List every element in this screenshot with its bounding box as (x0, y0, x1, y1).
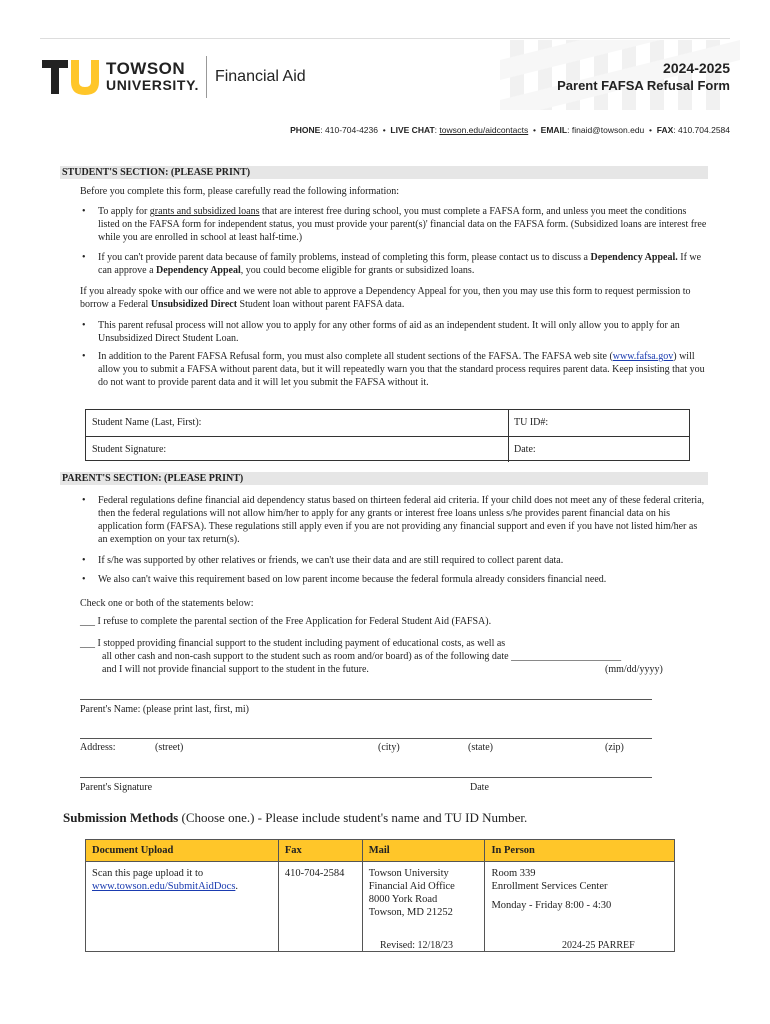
form-code: 2024-25 PARREF (562, 940, 635, 951)
logo-line-university: UNIVERSITY. (106, 77, 199, 93)
address-label: Address: (80, 742, 116, 753)
submission-title-bold: Submission Methods (63, 810, 179, 825)
col-fax: Fax (278, 840, 362, 862)
mail-line-3: 8000 York Road (368, 894, 438, 905)
fax-cell: 410-704-2584 (278, 862, 362, 952)
signature-line[interactable] (80, 777, 652, 778)
col-mail: Mail (362, 840, 485, 862)
bullet-1-text-a: To apply for (98, 206, 150, 217)
logo-line-towson: TOWSON (106, 59, 186, 78)
submission-title-rest: (Choose one.) - Please include student's name and TU ID Number. (178, 810, 528, 825)
student-name-field[interactable]: Student Name (Last, First): (92, 417, 202, 428)
parent-bullet-1: • Federal regulations define financial aid dependency status based on thirteen federal aid criteria. If your child does not meet any of these federal criteria, then the federal regulations will not allow him/her to apply for any grants or interest free loans unless s/he provides parent financial data on his application form (FAFSA). These regulations still apply even if you are not providing any financial support and even if you have not listed him/her as an exemption on your tax return(s). (80, 494, 708, 546)
student-info-box (85, 409, 690, 461)
revised-date: Revised: 12/18/23 (380, 940, 454, 951)
phone-label: PHONE (290, 125, 321, 135)
bullet-1-text-b: that are interest free during school, you must complete a FAFSA form, and unless you meet the conditions listed on the FAFSA form for independent status, you must provide your parent(s)' financial data on the FAFSA form. (Subsidized loans are interest free while you are enrolled in school at least half-time.) (98, 206, 707, 243)
person-line-2: Enrollment Services Center (491, 881, 608, 892)
option-stopped-support-line-2: all other cash and non-cash support to the student such as room and/or board) as of the following date ______________________ (102, 651, 622, 662)
grants-loans-term: grants and subsidized loans (149, 206, 260, 217)
bullet-4-text-a: In addition to the Parent FAFSA Refusal form, you must also complete all student sections of the FAFSA. The FAFSA web site ( (98, 351, 613, 362)
logo-divider (206, 56, 207, 98)
submission-body-row (86, 862, 675, 952)
student-box-divider-2 (508, 437, 509, 462)
student-info-row-1 (86, 410, 689, 436)
student-intro: Before you complete this form, please carefully read the following information: (80, 186, 400, 197)
logo-wordmark (106, 60, 199, 94)
bullet-2-bold-2: Dependency Appeal (156, 265, 241, 276)
form-year: 2024-2025 (663, 60, 730, 76)
bullet-2-bold-1: Dependency Appeal. (590, 252, 678, 263)
fafsa-link[interactable]: www.fafsa.gov (612, 351, 674, 362)
option-stopped-support-line-3: and I will not provide financial support to the student in the future. (102, 664, 369, 675)
chat-label: LIVE CHAT (390, 125, 435, 135)
student-bullet-3: • This parent refusal process will not allow you to apply for any other forms of aid as an independent student. It will only allow you to apply for an Unsubsidized Direct Student Loan. (80, 319, 708, 345)
logo-department: Financial Aid (214, 68, 306, 85)
para-2-bold: Unsubsidized Direct (150, 299, 238, 310)
person-line-1: Room 339 (491, 868, 536, 879)
bullet-2-text-b: If we can approve a (98, 252, 702, 276)
parent-section-title: PARENT'S SECTION: (PLEASE PRINT) (60, 472, 708, 485)
submission-header-row (86, 840, 675, 862)
tu-id-field[interactable]: TU ID#: (514, 417, 549, 428)
submission-table (85, 839, 675, 952)
bullet-2-text-c: , you could become eligible for grants or subsidized loans. (240, 265, 475, 276)
para-2-text-a: If you already spoke with our office and we were not able to approve a Dependency Appeal for you, then you may use this form to request permission to borrow a Federal (80, 286, 691, 310)
student-date-field[interactable]: Date: (514, 444, 536, 455)
top-rule (40, 38, 730, 39)
phone-number: 410-704-4236 (325, 125, 378, 135)
city-label: (city) (378, 742, 400, 753)
date-format-hint: (mm/dd/yyyy) (605, 664, 663, 675)
upload-end: . (235, 881, 239, 892)
parent-bullet-2: • If s/he was supported by other relatives or friends, we can't use their data and are still required to collect parent data. (80, 554, 708, 567)
upload-cell (86, 862, 279, 952)
in-person-cell (485, 862, 675, 952)
student-bullet-4 (80, 350, 708, 389)
student-bullet-1 (80, 205, 708, 244)
bullet-2-text-a: If you can't provide parent data because of family problems, instead of completing this form, please contact us to discuss a (98, 252, 591, 263)
mail-line-1: Towson University (368, 868, 449, 879)
form-title: Parent FAFSA Refusal Form (557, 78, 730, 93)
student-box-divider (508, 410, 509, 436)
parent-name-label: Parent's Name: (please print last, first, mi) (80, 704, 249, 715)
mail-line-2: Financial Aid Office (368, 881, 455, 892)
col-document-upload: Document Upload (86, 840, 279, 862)
student-paragraph-2 (80, 285, 708, 311)
student-info-row-2 (86, 436, 689, 462)
contact-line: PHONE: 410-704-4236 • LIVE CHAT: towson.edu/aidcontacts • EMAIL: finaid@towson.edu • FAX: 410.704.2584 (290, 125, 730, 135)
student-signature-field[interactable]: Student Signature: (92, 444, 167, 455)
state-label: (state) (468, 742, 493, 753)
bullet-4-text-b: ) will allow you to submit a FAFSA without parent data, but it will repeatedly warn you that the standard process requires parent data. Keep insisting that you do not want to provide parent data and it will let you submit the FAFSA without it. (98, 351, 705, 388)
student-bullet-2 (80, 251, 708, 277)
zip-label: (zip) (605, 742, 624, 753)
mail-line-4: Towson, MD 21252 (368, 907, 453, 918)
address-line[interactable] (80, 738, 652, 739)
upload-text: Scan this page upload it to (92, 868, 204, 879)
chat-link[interactable]: towson.edu/aidcontacts (439, 125, 529, 135)
parent-bullet-3: • We also can't waive this requirement based on low parent income because the federal formula already considers financial need. (80, 573, 708, 586)
towson-logo (42, 57, 306, 97)
person-line-3: Monday - Friday 8:00 - 4:30 (491, 900, 612, 911)
parent-signature-label: Parent's Signature (80, 782, 153, 793)
student-section-title: STUDENT'S SECTION: (PLEASE PRINT) (60, 166, 708, 179)
check-intro: Check one or both of the statements below: (80, 598, 254, 609)
col-in-person: In Person (485, 840, 675, 862)
para-2-text-b: Student loan without parent FAFSA data. (237, 299, 405, 310)
option-refuse-fafsa[interactable]: ___ I refuse to complete the parental section of the Free Application for Federal Student Aid (FAFSA). (80, 616, 492, 627)
mail-cell (362, 862, 485, 952)
option-stopped-support[interactable]: ___ I stopped providing financial support to the student including payment of educational costs, as well as (80, 638, 506, 649)
email-address[interactable]: finaid@towson.edu (571, 125, 645, 135)
upload-link-line (92, 880, 272, 893)
fax-label: FAX (656, 125, 674, 135)
tu-logo-icon (42, 58, 102, 96)
email-label: EMAIL (540, 125, 568, 135)
fax-number: 410.704.2584 (678, 125, 730, 135)
street-label: (street) (155, 742, 184, 753)
parent-name-line[interactable] (80, 699, 652, 700)
submit-aid-docs-link[interactable]: www.towson.edu/SubmitAidDocs (92, 881, 236, 892)
submission-title (63, 810, 527, 826)
parent-date-label: Date (470, 782, 489, 793)
